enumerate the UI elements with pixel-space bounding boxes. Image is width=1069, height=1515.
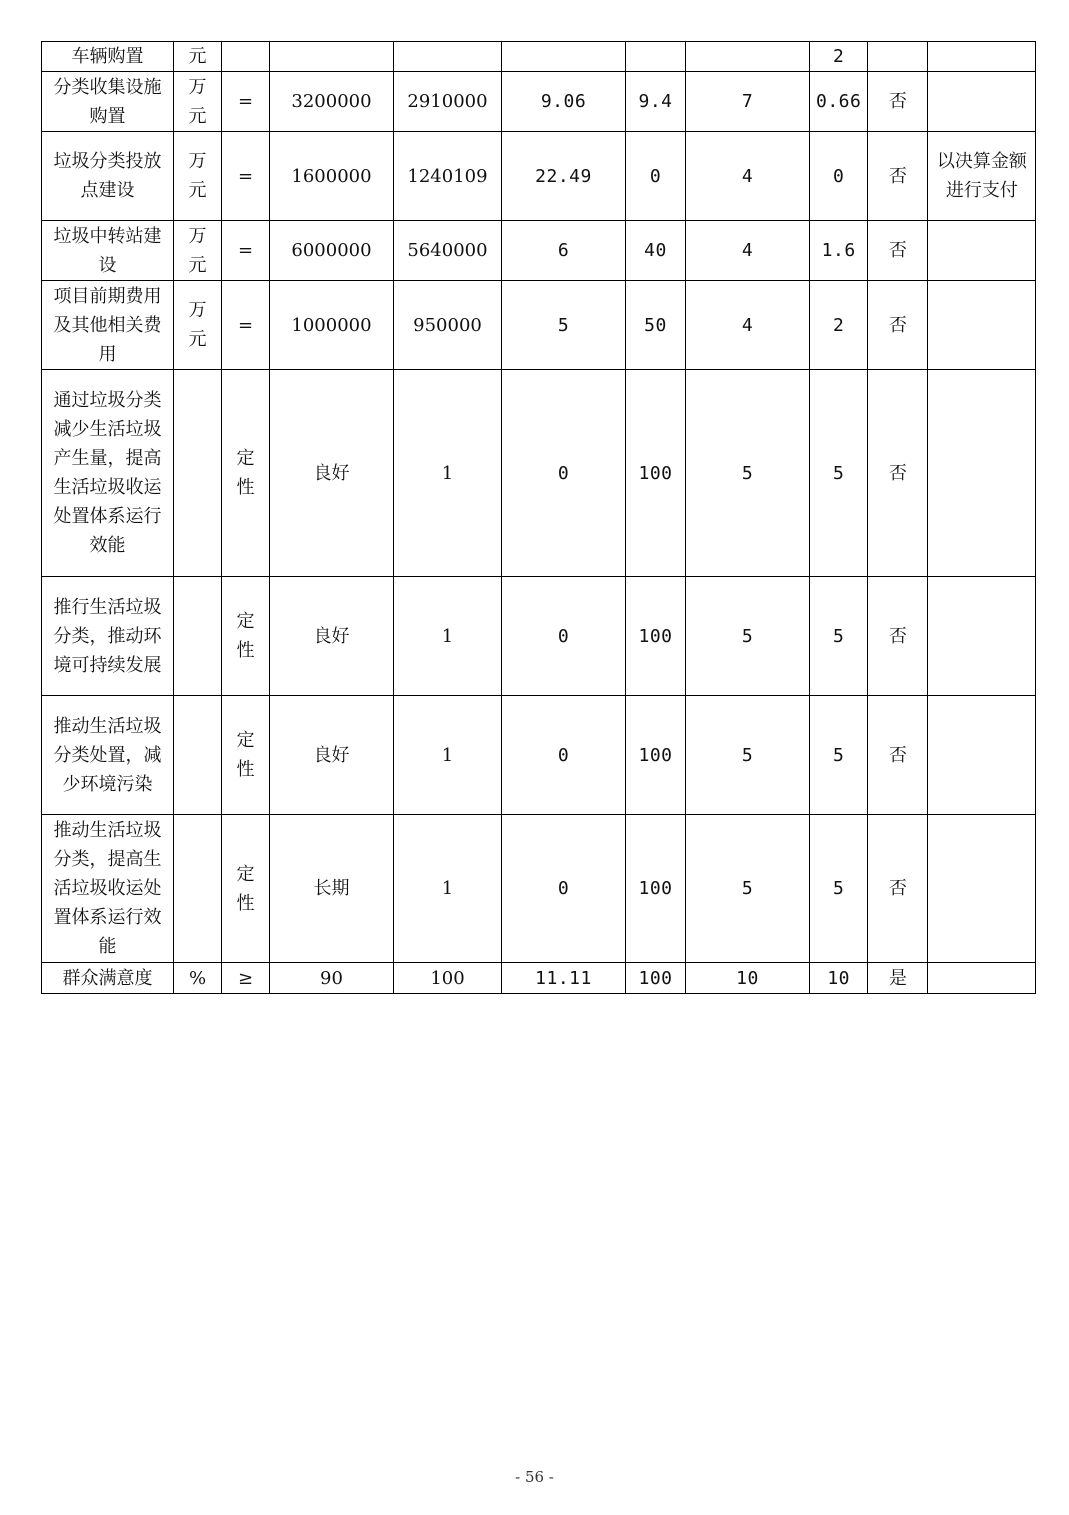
achieved-cell: 否 [868, 696, 928, 815]
score-max-cell: 4 [686, 281, 810, 370]
table-body [42, 42, 1036, 994]
rate-cell: 6 [502, 221, 626, 281]
target-value: 6000000 [270, 221, 394, 281]
unit-cell [174, 815, 222, 963]
target-value: 1000000 [270, 281, 394, 370]
note-cell [928, 696, 1036, 815]
note-cell [928, 577, 1036, 696]
rate-cell: 0 [502, 370, 626, 577]
unit-cell: 万元 [174, 72, 222, 132]
unit-cell: 万元 [174, 132, 222, 221]
unit-cell: 元 [174, 42, 222, 72]
indicator-name: 分类收集设施购置 [42, 72, 174, 132]
weight-cell: 100 [626, 696, 686, 815]
actual-value: 1240109 [394, 132, 502, 221]
indicator-name: 垃圾中转站建设 [42, 221, 174, 281]
rate-cell: 5 [502, 281, 626, 370]
table-row [42, 696, 1036, 815]
note-cell [928, 221, 1036, 281]
indicator-name: 通过垃圾分类减少生活垃圾产生量，提高生活垃圾收运处置体系运行效能 [42, 370, 174, 577]
score-cell: 0 [810, 132, 868, 221]
achieved-cell: 否 [868, 72, 928, 132]
weight-cell: 0 [626, 132, 686, 221]
target-value: 90 [270, 963, 394, 994]
weight-cell: 50 [626, 281, 686, 370]
achieved-cell: 否 [868, 281, 928, 370]
operator-cell: = [222, 221, 270, 281]
score-max-cell: 5 [686, 577, 810, 696]
achieved-cell: 是 [868, 963, 928, 994]
weight-cell: 100 [626, 577, 686, 696]
score-max-cell: 5 [686, 815, 810, 963]
weight-cell [626, 42, 686, 72]
achieved-cell: 否 [868, 370, 928, 577]
rate-cell: 0 [502, 577, 626, 696]
achieved-cell: 否 [868, 132, 928, 221]
score-cell: 2 [810, 281, 868, 370]
rate-cell: 22.49 [502, 132, 626, 221]
note-cell [928, 281, 1036, 370]
operator-cell: 定性 [222, 370, 270, 577]
note-cell [928, 42, 1036, 72]
weight-cell: 40 [626, 221, 686, 281]
target-value: 1600000 [270, 132, 394, 221]
indicator-name: 群众满意度 [42, 963, 174, 994]
score-cell: 5 [810, 696, 868, 815]
indicator-name: 项目前期费用及其他相关费用 [42, 281, 174, 370]
operator-cell: 定性 [222, 577, 270, 696]
unit-cell [174, 577, 222, 696]
score-max-cell: 10 [686, 963, 810, 994]
operator-cell: 定性 [222, 815, 270, 963]
actual-value: 1 [394, 370, 502, 577]
table-row [42, 72, 1036, 132]
actual-value: 1 [394, 815, 502, 963]
operator-cell: 定性 [222, 696, 270, 815]
score-cell: 10 [810, 963, 868, 994]
score-max-cell: 5 [686, 696, 810, 815]
score-cell: 0.66 [810, 72, 868, 132]
table-row [42, 577, 1036, 696]
target-value: 3200000 [270, 72, 394, 132]
score-cell: 5 [810, 370, 868, 577]
indicator-name: 车辆购置 [42, 42, 174, 72]
achieved-cell: 否 [868, 815, 928, 963]
actual-value: 1 [394, 577, 502, 696]
actual-value: 950000 [394, 281, 502, 370]
table-row [42, 42, 1036, 72]
note-cell [928, 370, 1036, 577]
performance-table [41, 41, 1036, 994]
actual-value: 2910000 [394, 72, 502, 132]
table-row [42, 370, 1036, 577]
unit-cell: 万元 [174, 281, 222, 370]
operator-cell: ≥ [222, 963, 270, 994]
page-number: - 56 - [515, 1468, 554, 1486]
unit-cell [174, 370, 222, 577]
score-cell: 2 [810, 42, 868, 72]
score-max-cell: 7 [686, 72, 810, 132]
note-cell [928, 963, 1036, 994]
score-cell: 5 [810, 577, 868, 696]
unit-cell [174, 696, 222, 815]
table-row [42, 221, 1036, 281]
indicator-name: 推动生活垃圾分类处置，减少环境污染 [42, 696, 174, 815]
unit-cell: % [174, 963, 222, 994]
score-max-cell: 5 [686, 370, 810, 577]
target-value: 良好 [270, 696, 394, 815]
target-value: 良好 [270, 370, 394, 577]
note-cell [928, 72, 1036, 132]
table-row [42, 132, 1036, 221]
table-row [42, 281, 1036, 370]
target-value: 长期 [270, 815, 394, 963]
indicator-name: 推动生活垃圾分类，提高生活垃圾收运处置体系运行效能 [42, 815, 174, 963]
weight-cell: 100 [626, 370, 686, 577]
rate-cell: 11.11 [502, 963, 626, 994]
score-cell: 5 [810, 815, 868, 963]
actual-value: 100 [394, 963, 502, 994]
operator-cell: = [222, 72, 270, 132]
score-max-cell: 4 [686, 132, 810, 221]
rate-cell: 9.06 [502, 72, 626, 132]
actual-value: 1 [394, 696, 502, 815]
actual-value: 5640000 [394, 221, 502, 281]
operator-cell: = [222, 132, 270, 221]
rate-cell: 0 [502, 815, 626, 963]
operator-cell [222, 42, 270, 72]
rate-cell [502, 42, 626, 72]
actual-value [394, 42, 502, 72]
rate-cell: 0 [502, 696, 626, 815]
note-cell: 以决算金额进行支付 [928, 132, 1036, 221]
weight-cell: 9.4 [626, 72, 686, 132]
note-cell [928, 815, 1036, 963]
achieved-cell: 否 [868, 577, 928, 696]
indicator-name: 垃圾分类投放点建设 [42, 132, 174, 221]
weight-cell: 100 [626, 815, 686, 963]
achieved-cell [868, 42, 928, 72]
weight-cell: 100 [626, 963, 686, 994]
unit-cell: 万元 [174, 221, 222, 281]
indicator-name: 推行生活垃圾分类，推动环境可持续发展 [42, 577, 174, 696]
target-value [270, 42, 394, 72]
achieved-cell: 否 [868, 221, 928, 281]
operator-cell: = [222, 281, 270, 370]
table-row [42, 815, 1036, 963]
table-row [42, 963, 1036, 994]
score-cell: 1.6 [810, 221, 868, 281]
score-max-cell [686, 42, 810, 72]
score-max-cell: 4 [686, 221, 810, 281]
target-value: 良好 [270, 577, 394, 696]
